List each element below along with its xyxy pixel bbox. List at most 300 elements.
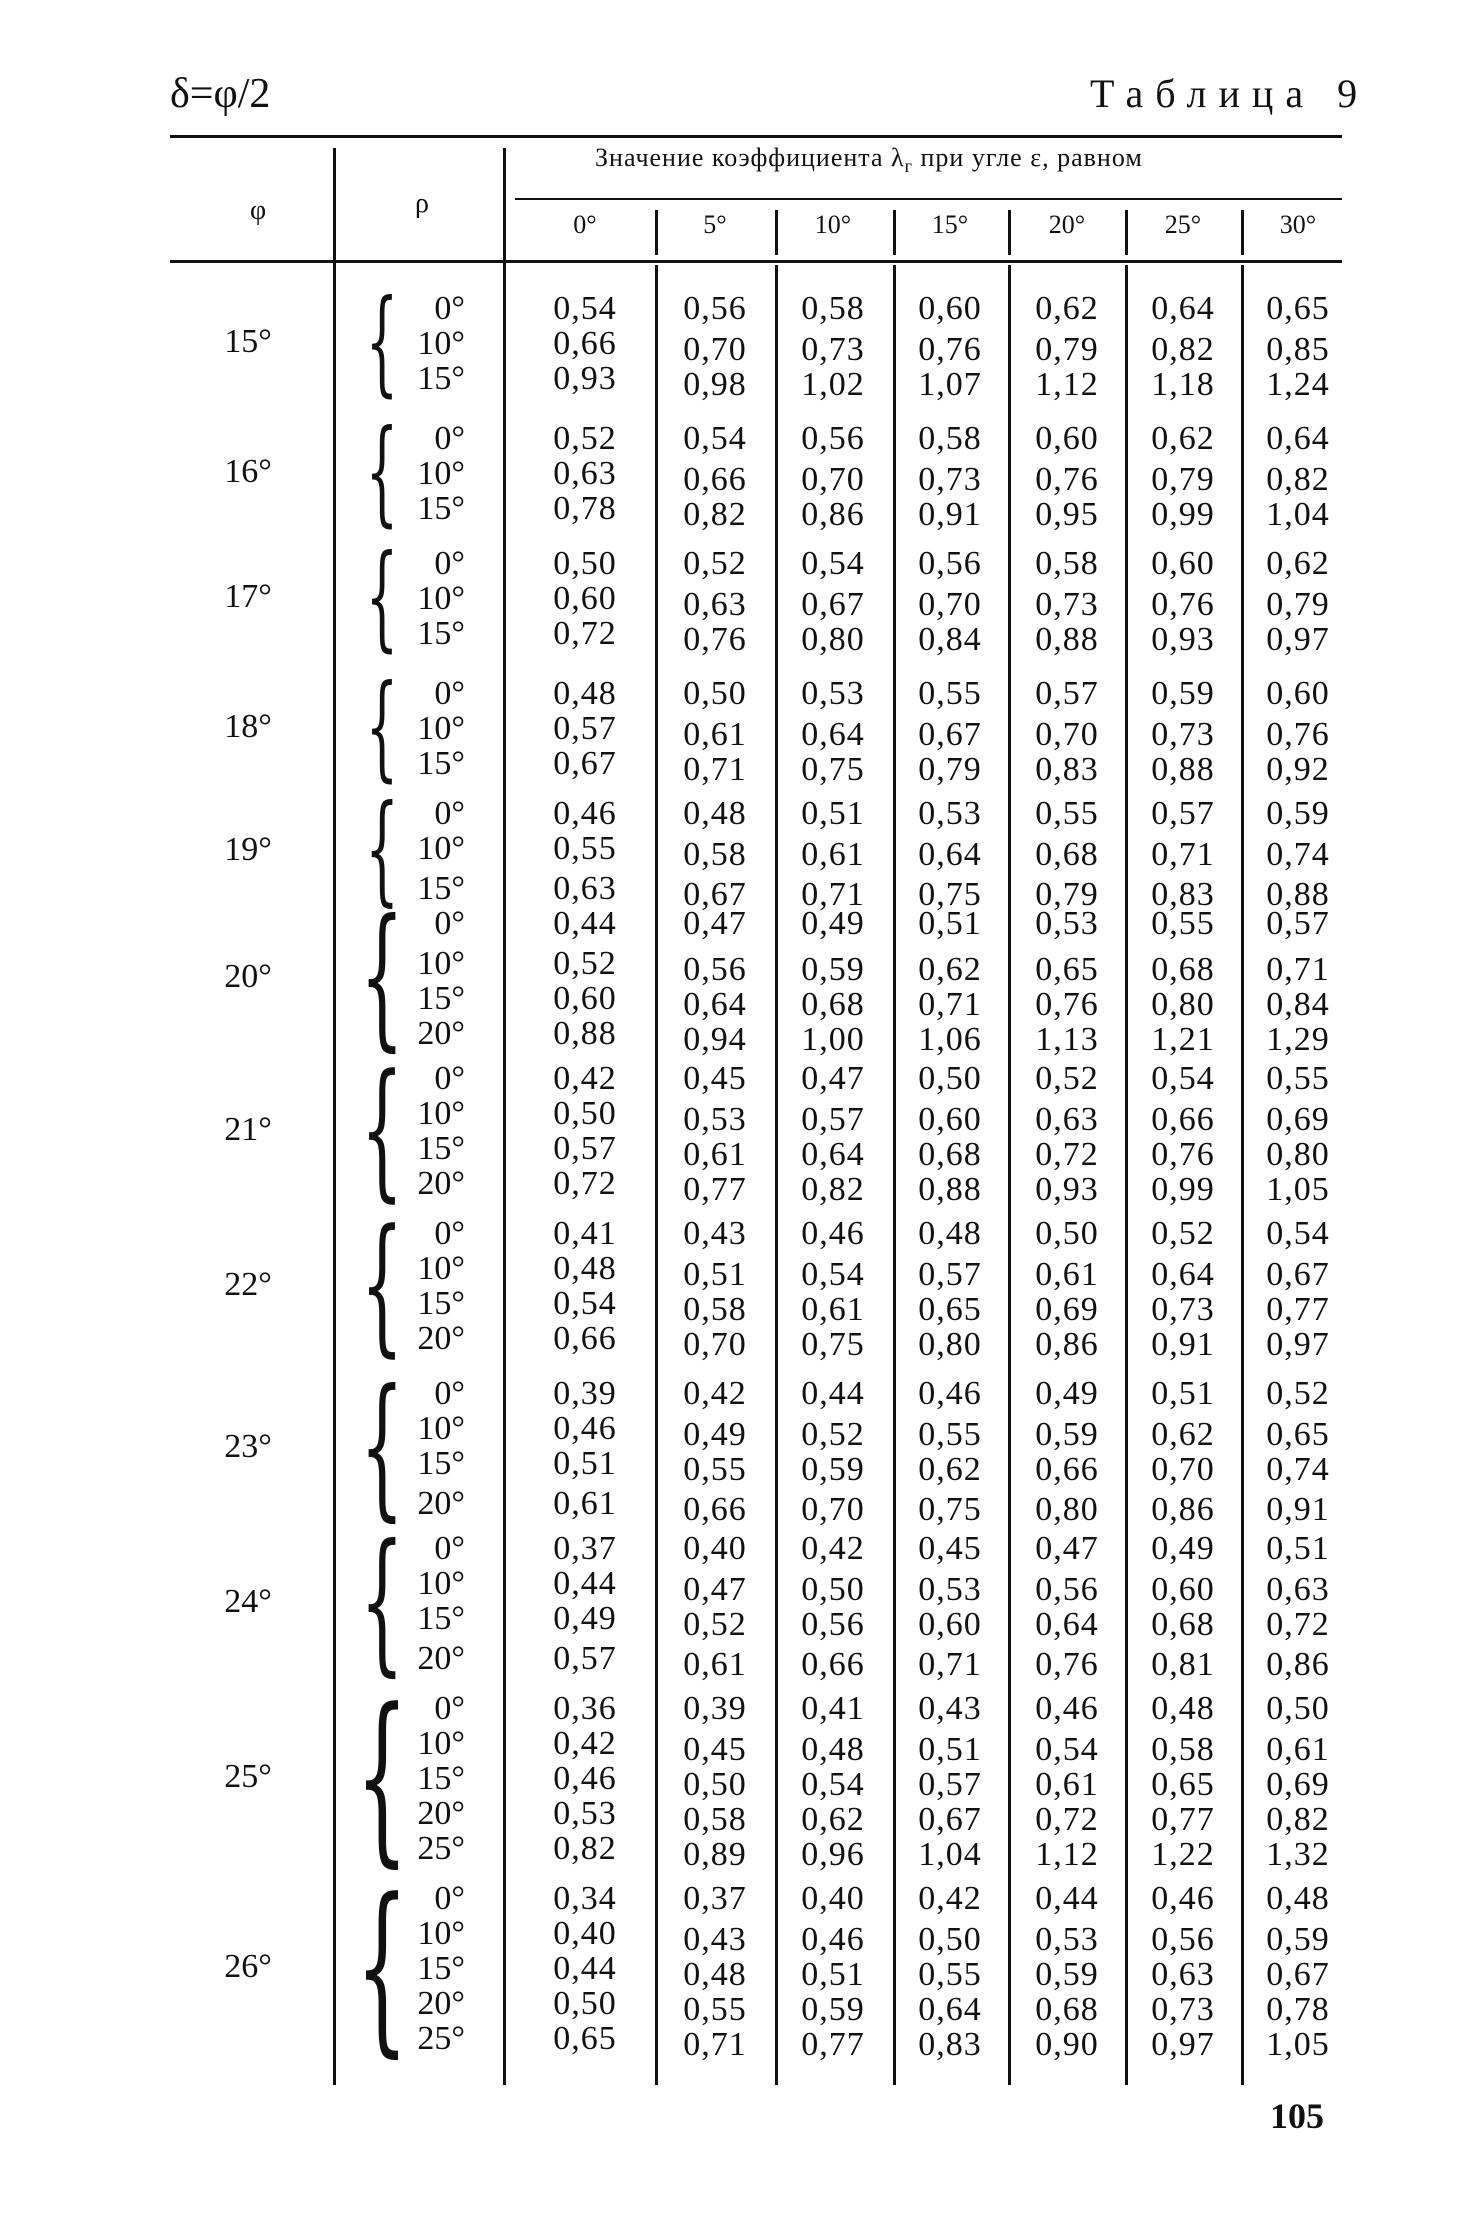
table-cell: 0,62 (918, 1451, 982, 1488)
brace-icon: { (355, 1670, 409, 1884)
rho-label: 20° (417, 1165, 465, 1202)
rho-label: 0° (434, 420, 465, 457)
table-cell: 1,22 (1151, 1836, 1215, 1873)
table-cell: 0,65 (1266, 290, 1330, 327)
table-cell: 0,50 (801, 1571, 865, 1608)
table-cell: 0,37 (553, 1530, 617, 1567)
table-cell: 0,55 (1266, 1060, 1330, 1097)
table-cell: 0,64 (801, 716, 865, 753)
table-cell: 0,44 (553, 905, 617, 942)
eps-header-6: 30° (1279, 210, 1317, 239)
rho-label: 0° (434, 1215, 465, 1252)
table-cell: 0,52 (553, 945, 617, 982)
table-cell: 0,55 (683, 1991, 747, 2028)
table-cell: 1,12 (1035, 366, 1099, 403)
table-cell: 0,76 (1151, 586, 1215, 623)
rho-label: 10° (417, 1095, 465, 1132)
rho-label: 10° (417, 945, 465, 982)
phi-label: 16° (224, 453, 272, 490)
phi-label: 25° (224, 1758, 272, 1795)
table-cell: 0,63 (683, 586, 747, 623)
table-cell: 0,70 (1151, 1451, 1215, 1488)
table-cell: 0,46 (1035, 1690, 1099, 1727)
table-cell: 0,42 (683, 1375, 747, 1412)
table-cell: 1,02 (801, 366, 865, 403)
table-cell: 0,91 (1151, 1326, 1215, 1363)
table-cell: 0,43 (918, 1690, 982, 1727)
brace-icon: { (359, 887, 405, 1066)
table-cell: 0,42 (553, 1725, 617, 1762)
table-cell: 0,54 (801, 1766, 865, 1803)
table-cell: 0,86 (1035, 1326, 1099, 1363)
phi-label: 22° (224, 1265, 272, 1303)
rho-label: 15° (417, 1445, 465, 1482)
rho-label: 10° (417, 455, 465, 492)
table-cell: 0,54 (1035, 1731, 1099, 1768)
table-cell: 0,64 (1035, 1606, 1099, 1643)
table-cell: 0,77 (683, 1171, 747, 1208)
table-cell: 0,54 (1151, 1060, 1215, 1097)
table-cell: 0,58 (1035, 545, 1099, 582)
table-cell: 0,51 (1266, 1530, 1330, 1567)
rho-label: 15° (417, 745, 465, 782)
table-cell: 0,47 (801, 1060, 865, 1097)
table-cell: 0,54 (801, 545, 865, 582)
brace-icon: { (364, 780, 400, 918)
table-cell: 0,48 (553, 1250, 617, 1287)
table-cell: 0,52 (1151, 1215, 1215, 1252)
phi-label: 20° (224, 958, 272, 995)
table-cell: 0,66 (683, 1491, 747, 1528)
phi-column-rule (333, 148, 336, 2085)
rho-label: 10° (417, 1250, 465, 1287)
table-cell: 1,24 (1266, 366, 1330, 403)
table-cell: 0,56 (683, 290, 747, 327)
table-cell: 0,57 (918, 1256, 982, 1293)
table-cell: 0,82 (1266, 461, 1330, 498)
table-cell: 0,79 (918, 751, 982, 788)
rho-label: 15° (417, 615, 465, 652)
table-title: Таблица 9 (1090, 71, 1370, 116)
table-cell: 0,44 (553, 1950, 617, 1987)
table-cell: 0,68 (1035, 836, 1099, 873)
table-cell: 0,57 (553, 1640, 617, 1677)
rho-label: 15° (417, 360, 465, 397)
phi-label: 17° (224, 578, 272, 615)
table-cell: 0,56 (1035, 1571, 1099, 1608)
rho-label: 0° (434, 795, 465, 832)
table-cell: 0,46 (1151, 1880, 1215, 1917)
table-cell: 0,45 (683, 1060, 747, 1097)
table-cell: 0,71 (918, 1646, 982, 1683)
rho-label: 0° (434, 545, 465, 582)
top-rule (170, 135, 1342, 138)
brace-icon: { (365, 530, 399, 663)
rho-label: 15° (417, 490, 465, 527)
table-cell: 0,51 (1151, 1375, 1215, 1412)
rho-label: 10° (417, 1565, 465, 1602)
table-cell: 0,70 (801, 461, 865, 498)
eps-header-divider (893, 210, 896, 255)
table-cell: 0,52 (683, 545, 747, 582)
table-cell: 0,56 (801, 1606, 865, 1643)
table-cell: 0,51 (683, 1256, 747, 1293)
table-cell: 0,94 (683, 1021, 747, 1058)
brace-icon: { (360, 1043, 404, 1216)
table-cell: 0,70 (683, 331, 747, 368)
table-cell: 0,52 (1266, 1375, 1330, 1412)
table-cell: 0,39 (683, 1690, 747, 1727)
table-cell: 0,56 (918, 545, 982, 582)
table-cell: 0,71 (1151, 836, 1215, 873)
table-cell: 0,62 (1035, 290, 1099, 327)
table-cell: 0,75 (918, 876, 982, 913)
phi-label: 23° (224, 1428, 272, 1465)
table-cell: 1,06 (918, 1021, 982, 1058)
rho-label: 10° (417, 580, 465, 617)
table-cell: 0,55 (1035, 795, 1099, 832)
brace-icon: { (365, 275, 399, 408)
table-cell: 0,59 (1151, 675, 1215, 712)
table-cell: 0,42 (918, 1880, 982, 1917)
phi-label: 24° (224, 1583, 272, 1620)
table-cell: 0,62 (918, 951, 982, 988)
table-cell: 0,48 (1151, 1690, 1215, 1727)
table-cell: 0,88 (1151, 751, 1215, 788)
table-cell: 0,76 (1035, 461, 1099, 498)
table-cell: 0,57 (1266, 905, 1330, 942)
table-cell: 0,61 (1266, 1731, 1330, 1768)
table-cell: 0,58 (1151, 1731, 1215, 1768)
phi-label: 19° (224, 830, 272, 868)
table-cell: 0,70 (1035, 716, 1099, 753)
table-cell: 0,63 (1035, 1101, 1099, 1138)
table-cell: 0,63 (553, 455, 617, 492)
table-cell: 0,73 (1151, 716, 1215, 753)
table-cell: 0,49 (553, 1600, 617, 1637)
table-cell: 0,76 (1035, 986, 1099, 1023)
table-cell: 0,66 (553, 325, 617, 362)
table-cell: 0,39 (553, 1375, 617, 1412)
table-cell: 0,49 (683, 1416, 747, 1453)
table-cell: 0,84 (918, 621, 982, 658)
phi-header: φ (250, 195, 267, 226)
table-cell: 0,97 (1266, 1326, 1330, 1363)
table-cell: 0,53 (918, 1571, 982, 1608)
table-cell: 0,36 (553, 1690, 617, 1727)
rho-label: 20° (417, 1640, 465, 1677)
table-cell: 0,67 (801, 586, 865, 623)
table-cell: 0,48 (683, 1956, 747, 1993)
rho-label: 20° (417, 1795, 465, 1832)
table-cell: 0,48 (1266, 1880, 1330, 1917)
table-cell: 1,32 (1266, 1836, 1330, 1873)
table-cell: 0,48 (801, 1731, 865, 1768)
table-cell: 0,51 (801, 1956, 865, 1993)
table-cell: 0,43 (683, 1215, 747, 1252)
table-cell: 0,60 (918, 1606, 982, 1643)
table-cell: 0,61 (1035, 1766, 1099, 1803)
eps-header-0: 0° (573, 210, 597, 239)
table-cell: 0,60 (1151, 545, 1215, 582)
table-cell: 0,79 (1151, 461, 1215, 498)
table-cell: 0,60 (1151, 1571, 1215, 1608)
table-cell: 0,80 (918, 1326, 982, 1363)
table-cell: 0,74 (1266, 836, 1330, 873)
rho-label: 15° (417, 1950, 465, 1987)
table-cell: 0,44 (1035, 1880, 1099, 1917)
table-cell: 0,57 (553, 1130, 617, 1167)
rho-label: 0° (434, 290, 465, 327)
table-cell: 0,88 (1035, 621, 1099, 658)
table-cell: 0,50 (1266, 1690, 1330, 1727)
table-cell: 0,72 (1266, 1606, 1330, 1643)
table-cell: 0,65 (1151, 1766, 1215, 1803)
table-cell: 0,46 (553, 1410, 617, 1447)
page-number: 105 (1270, 2096, 1324, 2136)
table-cell: 0,72 (1035, 1136, 1099, 1173)
rho-label: 10° (417, 1725, 465, 1762)
table-cell: 0,76 (918, 331, 982, 368)
table-cell: 1,04 (918, 1836, 982, 1873)
eps-header-divider (775, 210, 778, 255)
table-cell: 0,50 (553, 1095, 617, 1132)
rho-label: 15° (417, 870, 465, 907)
table-cell: 0,71 (1266, 951, 1330, 988)
table-cell: 0,73 (1151, 1991, 1215, 2028)
rho-label: 0° (434, 675, 465, 712)
table-cell: 0,43 (683, 1921, 747, 1958)
rho-label: 15° (417, 1130, 465, 1167)
table-cell: 0,62 (1266, 545, 1330, 582)
table-cell: 0,72 (1035, 1801, 1099, 1838)
table-cell: 0,40 (553, 1915, 617, 1952)
table-cell: 0,62 (1151, 1416, 1215, 1453)
value-column-rule (775, 265, 778, 2085)
table-cell: 0,55 (683, 1451, 747, 1488)
table-cell: 0,59 (801, 1451, 865, 1488)
table-cell: 0,79 (1266, 586, 1330, 623)
table-cell: 0,47 (683, 1571, 747, 1608)
table-cell: 0,61 (683, 716, 747, 753)
table-cell: 0,61 (553, 1485, 617, 1522)
table-cell: 0,72 (553, 1165, 617, 1202)
eps-header-divider (1125, 210, 1128, 255)
table-cell: 0,82 (1151, 331, 1215, 368)
table-cell: 0,52 (553, 420, 617, 457)
table-cell: 0,60 (918, 290, 982, 327)
value-column-rule (1008, 265, 1011, 2085)
table-cell: 0,50 (1035, 1215, 1099, 1252)
table-cell: 0,75 (801, 751, 865, 788)
table-cell: 1,05 (1266, 1171, 1330, 1208)
table-cell: 0,61 (1035, 1256, 1099, 1293)
rho-label: 25° (417, 2020, 465, 2057)
table-cell: 1,07 (918, 366, 982, 403)
table-cell: 0,50 (553, 545, 617, 582)
rho-label: 20° (417, 1485, 465, 1522)
rho-label: 10° (417, 830, 465, 867)
table-cell: 0,67 (683, 876, 747, 913)
table-cell: 0,68 (1151, 1606, 1215, 1643)
table-cell: 0,54 (1266, 1215, 1330, 1252)
table-cell: 0,82 (801, 1171, 865, 1208)
table-cell: 0,61 (801, 836, 865, 873)
table-cell: 0,86 (1266, 1646, 1330, 1683)
rho-label: 0° (434, 905, 465, 942)
table-cell: 0,80 (1266, 1136, 1330, 1173)
table-cell: 0,65 (1266, 1416, 1330, 1453)
table-cell: 0,86 (1151, 1491, 1215, 1528)
table-cell: 0,99 (1151, 496, 1215, 533)
table-cell: 0,77 (801, 2026, 865, 2063)
table-cell: 0,58 (683, 1291, 747, 1328)
table-cell: 0,55 (918, 675, 982, 712)
table-cell: 0,56 (683, 951, 747, 988)
brace-icon: { (360, 1198, 404, 1371)
rho-label: 15° (417, 1600, 465, 1637)
table-cell: 0,58 (918, 420, 982, 457)
table-cell: 1,00 (801, 1021, 865, 1058)
table-cell: 0,66 (1151, 1101, 1215, 1138)
table-cell: 0,81 (1151, 1646, 1215, 1683)
table-cell: 0,50 (683, 1766, 747, 1803)
rho-label: 0° (434, 1530, 465, 1567)
table-cell: 0,54 (553, 290, 617, 327)
table-cell: 0,50 (918, 1921, 982, 1958)
table-cell: 0,92 (1266, 751, 1330, 788)
table-cell: 0,88 (918, 1171, 982, 1208)
table-cell: 0,52 (683, 1606, 747, 1643)
rho-label: 10° (417, 325, 465, 362)
table-cell: 0,50 (683, 675, 747, 712)
table-cell: 0,67 (918, 1801, 982, 1838)
table-cell: 0,52 (801, 1416, 865, 1453)
formula-heading: δ=φ/2 (170, 71, 271, 117)
table-cell: 0,50 (918, 1060, 982, 1097)
table-cell: 0,53 (553, 1795, 617, 1832)
table-cell: 0,55 (553, 830, 617, 867)
table-cell: 0,53 (801, 675, 865, 712)
table-cell: 0,93 (553, 360, 617, 397)
header-mid-rule (515, 198, 1342, 200)
table-cell: 0,77 (1266, 1291, 1330, 1328)
table-cell: 0,46 (801, 1921, 865, 1958)
table-cell: 0,66 (1035, 1451, 1099, 1488)
value-column-rule (893, 265, 896, 2085)
table-cell: 0,60 (1266, 675, 1330, 712)
phi-label: 21° (224, 1110, 272, 1148)
table-cell: 0,88 (1266, 876, 1330, 913)
table-cell: 0,78 (553, 490, 617, 527)
brace-icon: { (359, 1357, 405, 1536)
table-cell: 0,73 (918, 461, 982, 498)
table-cell: 0,64 (683, 986, 747, 1023)
table-cell: 0,42 (801, 1530, 865, 1567)
table-cell: 0,80 (1151, 986, 1215, 1023)
table-cell: 0,82 (1266, 1801, 1330, 1838)
table-cell: 1,21 (1151, 1021, 1215, 1058)
table-cell: 0,83 (1035, 751, 1099, 788)
table-cell: 0,59 (1266, 1921, 1330, 1958)
rho-label: 0° (434, 1880, 465, 1917)
table-cell: 0,59 (801, 951, 865, 988)
table-cell: 0,60 (918, 1101, 982, 1138)
rho-label: 25° (417, 1830, 465, 1867)
table-cell: 0,67 (1266, 1256, 1330, 1293)
table-cell: 0,76 (1035, 1646, 1099, 1683)
table-cell: 0,44 (553, 1565, 617, 1602)
eps-header-divider (655, 210, 658, 255)
table-cell: 1,05 (1266, 2026, 1330, 2063)
table-cell: 0,48 (553, 675, 617, 712)
table-cell: 0,47 (683, 905, 747, 942)
table-cell: 0,47 (1035, 1530, 1099, 1567)
table-cell: 0,57 (1151, 795, 1215, 832)
table-cell: 0,46 (801, 1215, 865, 1252)
table-cell: 0,59 (1035, 1416, 1099, 1453)
table-cell: 0,40 (683, 1530, 747, 1567)
table-cell: 0,62 (1151, 420, 1215, 457)
table-cell: 0,53 (683, 1101, 747, 1138)
table-cell: 0,68 (801, 986, 865, 1023)
table-cell: 0,67 (1266, 1956, 1330, 1993)
table-cell: 0,70 (683, 1326, 747, 1363)
rho-label: 20° (417, 1015, 465, 1052)
table-cell: 0,57 (801, 1101, 865, 1138)
table-cell: 0,58 (683, 836, 747, 873)
rho-label: 0° (434, 1060, 465, 1097)
table-cell: 0,82 (553, 1830, 617, 1867)
table-cell: 0,67 (918, 716, 982, 753)
table-cell: 0,50 (553, 1985, 617, 2022)
eps-header-3: 15° (931, 210, 969, 239)
table-cell: 0,76 (1266, 716, 1330, 753)
table-cell: 0,62 (801, 1801, 865, 1838)
table-cell: 0,51 (918, 1731, 982, 1768)
table-cell: 0,84 (1266, 986, 1330, 1023)
table-cell: 0,67 (553, 745, 617, 782)
table-cell: 0,60 (1035, 420, 1099, 457)
table-cell: 0,73 (1035, 586, 1099, 623)
table-cell: 0,56 (801, 420, 865, 457)
table-cell: 0,54 (683, 420, 747, 457)
table-cell: 0,71 (801, 876, 865, 913)
table-cell: 0,53 (918, 795, 982, 832)
table-cell: 0,48 (683, 795, 747, 832)
table-cell: 0,54 (553, 1285, 617, 1322)
table-cell: 0,64 (1266, 420, 1330, 457)
table-cell: 0,95 (1035, 496, 1099, 533)
table-cell: 0,53 (1035, 905, 1099, 942)
table-cell: 0,48 (918, 1215, 982, 1252)
eps-header-2: 10° (814, 210, 852, 239)
table-cell: 0,60 (553, 980, 617, 1017)
table-cell: 0,34 (553, 1880, 617, 1917)
table-cell: 1,04 (1266, 496, 1330, 533)
eps-header-1: 5° (703, 210, 727, 239)
table-cell: 0,76 (683, 621, 747, 658)
table-cell: 0,83 (1151, 876, 1215, 913)
table-cell: 0,63 (553, 870, 617, 907)
table-cell: 0,55 (918, 1956, 982, 1993)
eps-header-divider (1241, 210, 1244, 255)
table-cell: 0,49 (1151, 1530, 1215, 1567)
table-cell: 0,77 (1151, 1801, 1215, 1838)
table-cell: 0,66 (683, 461, 747, 498)
table-cell: 0,66 (801, 1646, 865, 1683)
table-cell: 0,97 (1266, 621, 1330, 658)
